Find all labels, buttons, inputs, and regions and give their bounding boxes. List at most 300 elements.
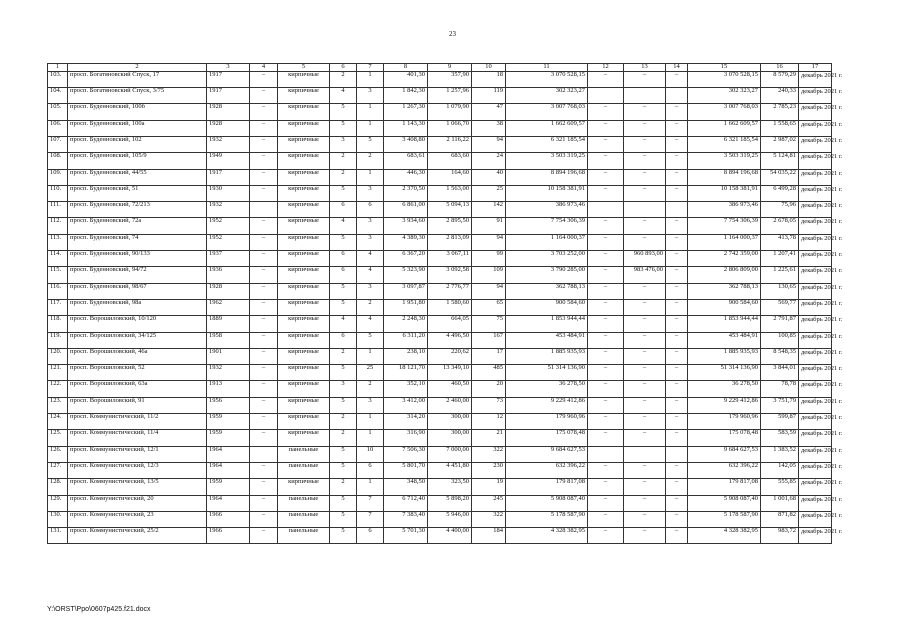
- table-cell: 12: [472, 414, 506, 430]
- table-cell: 65: [472, 299, 506, 315]
- table-cell: кирпичные: [278, 88, 330, 104]
- table-cell: 2: [330, 348, 357, 364]
- table-cell: –: [250, 462, 278, 478]
- table-cell: 1966: [207, 528, 250, 544]
- table-cell: –: [624, 299, 666, 315]
- table-cell: 114.: [48, 251, 68, 267]
- table-cell: 1913: [207, 381, 250, 397]
- table-cell: 1959: [207, 414, 250, 430]
- table-cell: –: [250, 479, 278, 495]
- table-cell: –: [588, 397, 624, 413]
- footer-file-path: Y:\ORST\Ppo\0607p425.f21.docx: [47, 606, 151, 613]
- table-cell: –: [624, 528, 666, 544]
- table-cell: –: [588, 234, 624, 250]
- table-cell: –: [624, 283, 666, 299]
- table-cell: 3 007 768,03: [688, 104, 761, 120]
- table-cell: 4: [330, 218, 357, 234]
- table-cell: 1: [357, 414, 384, 430]
- table-cell: 401,30: [384, 71, 428, 87]
- table-cell: 3 751,79: [761, 397, 799, 413]
- table-cell: 6 499,28: [761, 185, 799, 201]
- table-cell: кирпичные: [278, 234, 330, 250]
- table-cell: декабрь 2021 г.: [799, 348, 832, 364]
- table-cell: 2 678,05: [761, 218, 799, 234]
- table-cell: 91: [472, 218, 506, 234]
- table-cell: 7 506,30: [384, 446, 428, 462]
- table-cell: –: [666, 283, 688, 299]
- table-cell: декабрь 2021 г.: [799, 120, 832, 136]
- table-cell: 25: [472, 185, 506, 201]
- table-cell: –: [588, 137, 624, 153]
- table-cell: декабрь 2021 г.: [799, 414, 832, 430]
- table-cell: 131.: [48, 528, 68, 544]
- table-cell: 3 503 319,25: [688, 153, 761, 169]
- table-cell: 1930: [207, 185, 250, 201]
- table-cell: 3: [330, 381, 357, 397]
- table-cell: кирпичные: [278, 137, 330, 153]
- table-row: [48, 332, 832, 348]
- column-number-header: 8: [384, 64, 428, 72]
- table-cell: 9 684 627,53: [688, 446, 761, 462]
- table-cell: 6: [330, 267, 357, 283]
- table-cell: 1 842,30: [384, 88, 428, 104]
- table-cell: –: [624, 365, 666, 381]
- table-cell: 386 973,46: [506, 202, 588, 218]
- table-cell: 36 278,50: [506, 381, 588, 397]
- table-cell: 583,59: [761, 430, 799, 446]
- table-cell: 900 584,60: [506, 299, 588, 315]
- table-cell: 683,60: [428, 153, 472, 169]
- table-cell: –: [250, 169, 278, 185]
- table-cell: 51 314 136,90: [688, 365, 761, 381]
- table-cell: просп. Коммунистический, 20: [68, 495, 207, 511]
- table-cell: 5: [330, 511, 357, 527]
- table-cell: –: [624, 397, 666, 413]
- table-cell: просп. Коммунистический, 12/3: [68, 462, 207, 478]
- table-cell: 6: [330, 202, 357, 218]
- table-cell: 10 158 381,91: [688, 185, 761, 201]
- table-cell: кирпичные: [278, 104, 330, 120]
- table-cell: просп. Буденновский, 100б: [68, 104, 207, 120]
- table-cell: 1 885 935,93: [506, 348, 588, 364]
- table-cell: 1 951,80: [384, 299, 428, 315]
- table-cell: 6 321 185,54: [506, 137, 588, 153]
- table-cell: 4: [330, 88, 357, 104]
- table-cell: –: [624, 430, 666, 446]
- table-cell: –: [624, 332, 666, 348]
- table-cell: декабрь 2021 г.: [799, 479, 832, 495]
- table-cell: –: [666, 414, 688, 430]
- table-cell: –: [250, 218, 278, 234]
- table-cell: –: [250, 137, 278, 153]
- table-cell: 104.: [48, 88, 68, 104]
- table-cell: декабрь 2021 г.: [799, 185, 832, 201]
- table-cell: 2 248,30: [384, 316, 428, 332]
- table-cell: –: [666, 479, 688, 495]
- table-row: [48, 267, 832, 283]
- table-row: [48, 104, 832, 120]
- table-cell: 5: [330, 185, 357, 201]
- table-cell: 900 584,60: [688, 299, 761, 315]
- table-cell: 2: [330, 169, 357, 185]
- table-cell: 78,78: [761, 381, 799, 397]
- table-cell: панельные: [278, 462, 330, 478]
- table-cell: кирпичные: [278, 381, 330, 397]
- table-cell: –: [588, 348, 624, 364]
- table-cell: 2 460,00: [428, 397, 472, 413]
- table-cell: 6 367,20: [384, 251, 428, 267]
- table-cell: –: [588, 365, 624, 381]
- table-row: [48, 185, 832, 201]
- table-cell: 871,82: [761, 511, 799, 527]
- column-number-header: 2: [68, 64, 207, 72]
- column-number-header: 16: [761, 64, 799, 72]
- table-cell: 5 701,30: [384, 528, 428, 544]
- table-cell: –: [624, 414, 666, 430]
- table-cell: –: [250, 251, 278, 267]
- table-cell: 5 801,70: [384, 462, 428, 478]
- table-cell: просп. Ворошиловский, 10/120: [68, 316, 207, 332]
- table-cell: –: [250, 299, 278, 315]
- table-cell: –: [588, 283, 624, 299]
- table-cell: кирпичные: [278, 169, 330, 185]
- table-cell: 5 908 087,40: [506, 495, 588, 511]
- table-cell: 51 314 136,90: [506, 365, 588, 381]
- table-cell: –: [250, 104, 278, 120]
- table-cell: 36 278,50: [688, 381, 761, 397]
- table-cell: 1917: [207, 88, 250, 104]
- table-cell: кирпичные: [278, 202, 330, 218]
- table-cell: декабрь 2021 г.: [799, 332, 832, 348]
- table-cell: 25: [357, 365, 384, 381]
- page-number: 23: [449, 30, 456, 38]
- table-cell: 179 817,08: [688, 479, 761, 495]
- table-cell: –: [624, 316, 666, 332]
- table-cell: 99: [472, 251, 506, 267]
- table-cell: –: [624, 348, 666, 364]
- table-cell: 5 908 087,40: [688, 495, 761, 511]
- table-cell: 1964: [207, 462, 250, 478]
- table-row: [48, 462, 832, 478]
- column-number-header: 11: [506, 64, 588, 72]
- table-cell: –: [250, 332, 278, 348]
- table-cell: 5 898,20: [428, 495, 472, 511]
- table-cell: –: [250, 528, 278, 544]
- table-cell: 20: [472, 381, 506, 397]
- table-cell: 167: [472, 332, 506, 348]
- table-cell: 1 164 000,37: [688, 234, 761, 250]
- table-cell: кирпичные: [278, 348, 330, 364]
- table-cell: 1949: [207, 153, 250, 169]
- table-cell: кирпичные: [278, 251, 330, 267]
- table-cell: 1: [357, 104, 384, 120]
- table-cell: декабрь 2021 г.: [799, 234, 832, 250]
- table-cell: –: [624, 169, 666, 185]
- table-cell: –: [666, 267, 688, 283]
- column-number-header: 13: [624, 64, 666, 72]
- table-cell: 453 484,91: [506, 332, 588, 348]
- table-cell: декабрь 2021 г.: [799, 137, 832, 153]
- table-cell: просп. Коммунистический, 13/5: [68, 479, 207, 495]
- table-cell: –: [250, 430, 278, 446]
- table-cell: декабрь 2021 г.: [799, 381, 832, 397]
- table-cell: [624, 202, 666, 218]
- table-cell: просп. Коммунистический, 25/2: [68, 528, 207, 544]
- table-cell: 123.: [48, 397, 68, 413]
- table-row: [48, 153, 832, 169]
- column-number-header: 5: [278, 64, 330, 72]
- table-cell: декабрь 2021 г.: [799, 365, 832, 381]
- table-cell: кирпичные: [278, 332, 330, 348]
- table-cell: панельные: [278, 511, 330, 527]
- table-cell: –: [624, 71, 666, 87]
- table-cell: 348,50: [384, 479, 428, 495]
- table-cell: –: [666, 462, 688, 478]
- table-cell: декабрь 2021 г.: [799, 267, 832, 283]
- table-cell: 5: [330, 462, 357, 478]
- table-cell: 8 548,35: [761, 348, 799, 364]
- table-cell: –: [624, 153, 666, 169]
- table-cell: 413,78: [761, 234, 799, 250]
- table-cell: 2 370,50: [384, 185, 428, 201]
- table-cell: 1 267,30: [384, 104, 428, 120]
- table-cell: 357,90: [428, 71, 472, 87]
- table-cell: декабрь 2021 г.: [799, 104, 832, 120]
- table-cell: 1932: [207, 137, 250, 153]
- table-cell: 3 408,80: [384, 137, 428, 153]
- table-cell: –: [250, 153, 278, 169]
- table-cell: 569,77: [761, 299, 799, 315]
- table-cell: кирпичные: [278, 414, 330, 430]
- table-cell: панельные: [278, 446, 330, 462]
- table-cell: 1936: [207, 267, 250, 283]
- table-cell: 75,96: [761, 202, 799, 218]
- table-cell: 128.: [48, 479, 68, 495]
- table-cell: 1932: [207, 202, 250, 218]
- table-cell: 1 885 935,93: [688, 348, 761, 364]
- table-cell: кирпичные: [278, 397, 330, 413]
- table-cell: 8 894 196,68: [506, 169, 588, 185]
- table-cell: 632 396,22: [688, 462, 761, 478]
- table-cell: 10 158 381,91: [506, 185, 588, 201]
- table-cell: 664,05: [428, 316, 472, 332]
- table-cell: –: [250, 234, 278, 250]
- table-cell: 4 451,80: [428, 462, 472, 478]
- table-cell: декабрь 2021 г.: [799, 462, 832, 478]
- table-cell: просп. Буденновский, 51: [68, 185, 207, 201]
- table-row: [48, 348, 832, 364]
- table-cell: –: [666, 430, 688, 446]
- table-cell: 1958: [207, 332, 250, 348]
- table-cell: 5: [330, 446, 357, 462]
- table-cell: 1 383,52: [761, 446, 799, 462]
- table-cell: панельные: [278, 495, 330, 511]
- table-cell: –: [588, 479, 624, 495]
- table-cell: 1: [357, 71, 384, 87]
- table-cell: просп. Буденновский, 98/67: [68, 283, 207, 299]
- table-cell: 362 788,13: [688, 283, 761, 299]
- table-cell: 314,20: [384, 414, 428, 430]
- table-cell: –: [666, 251, 688, 267]
- table-cell: кирпичные: [278, 283, 330, 299]
- table-cell: просп. Ворошиловский, 63а: [68, 381, 207, 397]
- table-cell: –: [588, 528, 624, 544]
- table-row: [48, 381, 832, 397]
- table-cell: –: [666, 153, 688, 169]
- table-cell: 3: [357, 218, 384, 234]
- table-row: [48, 137, 832, 153]
- table-cell: [250, 202, 278, 218]
- table-cell: просп. Богатяновский Спуск, 17: [68, 71, 207, 87]
- table-cell: 1 257,96: [428, 88, 472, 104]
- table-cell: 175 078,48: [506, 430, 588, 446]
- table-cell: 8 579,29: [761, 71, 799, 87]
- table-cell: [588, 446, 624, 462]
- table-row: [48, 251, 832, 267]
- table-cell: 240,33: [761, 88, 799, 104]
- table-cell: –: [666, 348, 688, 364]
- table-cell: просп. Ворошиловский, 91: [68, 397, 207, 413]
- table-cell: 1952: [207, 234, 250, 250]
- table-cell: –: [666, 169, 688, 185]
- table-cell: 683,61: [384, 153, 428, 169]
- table-cell: –: [250, 88, 278, 104]
- table-cell: декабрь 2021 г.: [799, 251, 832, 267]
- table-cell: 6: [357, 462, 384, 478]
- table-cell: 2 806 809,00: [688, 267, 761, 283]
- table-cell: 5: [357, 137, 384, 153]
- table-cell: 1959: [207, 479, 250, 495]
- table-cell: 1917: [207, 71, 250, 87]
- table-cell: [666, 446, 688, 462]
- table-cell: 3 070 528,15: [506, 71, 588, 87]
- table-cell: 109: [472, 267, 506, 283]
- table-cell: 302 323,27: [688, 88, 761, 104]
- table-cell: просп. Ворошиловский, 46а: [68, 348, 207, 364]
- table-cell: 6 712,40: [384, 495, 428, 511]
- table-cell: –: [624, 511, 666, 527]
- table-cell: просп. Буденновский, 94/72: [68, 267, 207, 283]
- table-cell: 5 178 587,90: [506, 511, 588, 527]
- table-row: [48, 234, 832, 250]
- table-cell: 352,10: [384, 381, 428, 397]
- table-cell: 238,10: [384, 348, 428, 364]
- table-cell: 1959: [207, 430, 250, 446]
- table-cell: 118.: [48, 316, 68, 332]
- table-cell: [588, 88, 624, 104]
- table-cell: кирпичные: [278, 316, 330, 332]
- table-cell: 117.: [48, 299, 68, 315]
- table-cell: 142: [472, 202, 506, 218]
- table-cell: –: [588, 495, 624, 511]
- table-cell: 2: [330, 430, 357, 446]
- table-row: [48, 495, 832, 511]
- table-cell: 1: [357, 120, 384, 136]
- column-number-header: 15: [688, 64, 761, 72]
- table-cell: 1928: [207, 120, 250, 136]
- table-cell: –: [666, 381, 688, 397]
- table-cell: просп. Буденновский, 98а: [68, 299, 207, 315]
- table-cell: 6: [357, 528, 384, 544]
- table-cell: –: [588, 169, 624, 185]
- table-cell: 7 000,00: [428, 446, 472, 462]
- table-row: [48, 397, 832, 413]
- table-cell: 124.: [48, 414, 68, 430]
- table-cell: 107.: [48, 137, 68, 153]
- table-cell: –: [624, 479, 666, 495]
- table-cell: 175 078,48: [688, 430, 761, 446]
- table-cell: 100,85: [761, 332, 799, 348]
- table-cell: 3 070 528,15: [688, 71, 761, 87]
- table-row: [48, 414, 832, 430]
- table-cell: 10: [357, 446, 384, 462]
- table-cell: 164,60: [428, 169, 472, 185]
- column-number-header: 12: [588, 64, 624, 72]
- table-cell: –: [588, 381, 624, 397]
- table-cell: –: [250, 120, 278, 136]
- table-cell: 73: [472, 397, 506, 413]
- table-cell: 110.: [48, 185, 68, 201]
- table-cell: –: [666, 495, 688, 511]
- table-cell: 3: [357, 397, 384, 413]
- table-cell: декабрь 2021 г.: [799, 511, 832, 527]
- table-cell: 3 007 768,03: [506, 104, 588, 120]
- table-row: [48, 511, 832, 527]
- table-cell: 3: [357, 185, 384, 201]
- table-cell: 1917: [207, 169, 250, 185]
- table-cell: 5: [330, 120, 357, 136]
- table-cell: –: [250, 348, 278, 364]
- table-row: [48, 120, 832, 136]
- table-cell: –: [588, 251, 624, 267]
- table-cell: 5 946,00: [428, 511, 472, 527]
- table-cell: –: [624, 462, 666, 478]
- table-cell: –: [250, 185, 278, 201]
- table-cell: просп. Буденновский, 100а: [68, 120, 207, 136]
- table-cell: 18 121,70: [384, 365, 428, 381]
- table-cell: 4: [330, 316, 357, 332]
- table-cell: 322: [472, 446, 506, 462]
- table-cell: 113.: [48, 234, 68, 250]
- table-cell: 5: [330, 299, 357, 315]
- table-cell: –: [666, 218, 688, 234]
- table-cell: 632 396,22: [506, 462, 588, 478]
- table-cell: 47: [472, 104, 506, 120]
- table-cell: –: [588, 299, 624, 315]
- table-cell: –: [666, 528, 688, 544]
- table-cell: просп. Ворошиловский, 34/125: [68, 332, 207, 348]
- table-cell: 1952: [207, 218, 250, 234]
- table-cell: 5: [330, 365, 357, 381]
- table-cell: [588, 202, 624, 218]
- table-cell: 2 895,50: [428, 218, 472, 234]
- table-cell: –: [250, 365, 278, 381]
- table-cell: кирпичные: [278, 267, 330, 283]
- table-cell: 555,85: [761, 479, 799, 495]
- table-cell: –: [588, 153, 624, 169]
- table-cell: 2 785,23: [761, 104, 799, 120]
- table-cell: декабрь 2021 г.: [799, 397, 832, 413]
- table-cell: панельные: [278, 528, 330, 544]
- table-cell: 2: [330, 414, 357, 430]
- column-number-header: 3: [207, 64, 250, 72]
- table-row: [48, 479, 832, 495]
- table-cell: –: [588, 71, 624, 87]
- table-cell: просп. Коммунистический, 23: [68, 511, 207, 527]
- table-cell: –: [666, 316, 688, 332]
- table-cell: 40: [472, 169, 506, 185]
- table-cell: 3: [330, 137, 357, 153]
